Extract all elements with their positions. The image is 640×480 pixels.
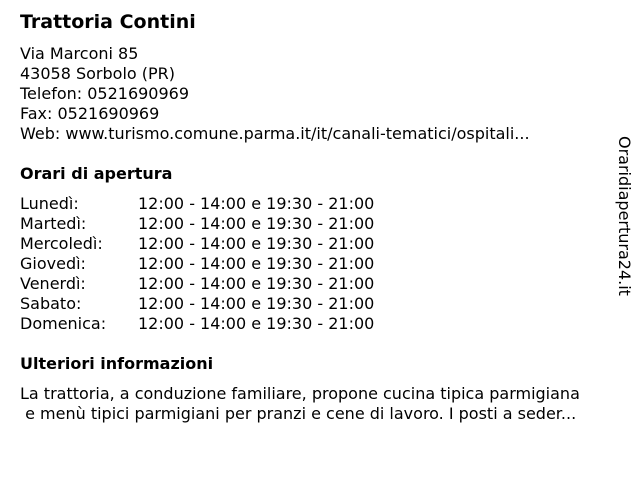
phone-number: Telefon: 0521690969 [20, 84, 190, 103]
hours-day-label: Giovedì: [20, 254, 86, 273]
hours-row-saturday [20, 294, 374, 314]
fax-number: Fax: 0521690969 [20, 104, 160, 123]
more-info-heading: Ulteriori informazioni [20, 354, 214, 373]
website-link[interactable]: Web: www.turismo.comune.parma.it/it/canali-tematici/ospitali... [20, 124, 530, 143]
address-city: 43058 Sorbolo (PR) [20, 64, 176, 83]
business-description [20, 384, 630, 424]
hours-time-value: 12:00 - 14:00 e 19:30 - 21:00 [138, 194, 375, 213]
hours-day-label: Lunedì: [20, 194, 79, 213]
contact-details [20, 44, 530, 144]
opening-hours-heading: Orari di apertura [20, 164, 173, 183]
hours-day-label: Sabato: [20, 294, 82, 313]
hours-day-label: Martedì: [20, 214, 87, 233]
hours-row-friday [20, 274, 374, 294]
business-name: Trattoria Contini [20, 11, 196, 33]
hours-day-label: Mercoledì: [20, 234, 103, 253]
hours-row-thursday [20, 254, 374, 274]
brand-watermark: Oraridiapertura24.it [615, 136, 634, 296]
description-line-2: e menù tipici parmigiani per pranzi e cene di lavoro. I posti a seder... [20, 404, 577, 423]
hours-day-label: Venerdì: [20, 274, 86, 293]
description-line-1: La trattoria, a conduzione familiare, propone cucina tipica parmigiana [20, 384, 580, 403]
hours-time-value: 12:00 - 14:00 e 19:30 - 21:00 [138, 274, 375, 293]
opening-hours-list [20, 194, 374, 334]
hours-day-label: Domenica: [20, 314, 107, 333]
hours-row-tuesday [20, 214, 374, 234]
hours-time-value: 12:00 - 14:00 e 19:30 - 21:00 [138, 314, 375, 333]
hours-row-monday [20, 194, 374, 214]
hours-time-value: 12:00 - 14:00 e 19:30 - 21:00 [138, 294, 375, 313]
hours-time-value: 12:00 - 14:00 e 19:30 - 21:00 [138, 254, 375, 273]
hours-time-value: 12:00 - 14:00 e 19:30 - 21:00 [138, 234, 375, 253]
hours-row-wednesday [20, 234, 374, 254]
hours-time-value: 12:00 - 14:00 e 19:30 - 21:00 [138, 214, 375, 233]
hours-row-sunday [20, 314, 374, 334]
address-street: Via Marconi 85 [20, 44, 139, 63]
